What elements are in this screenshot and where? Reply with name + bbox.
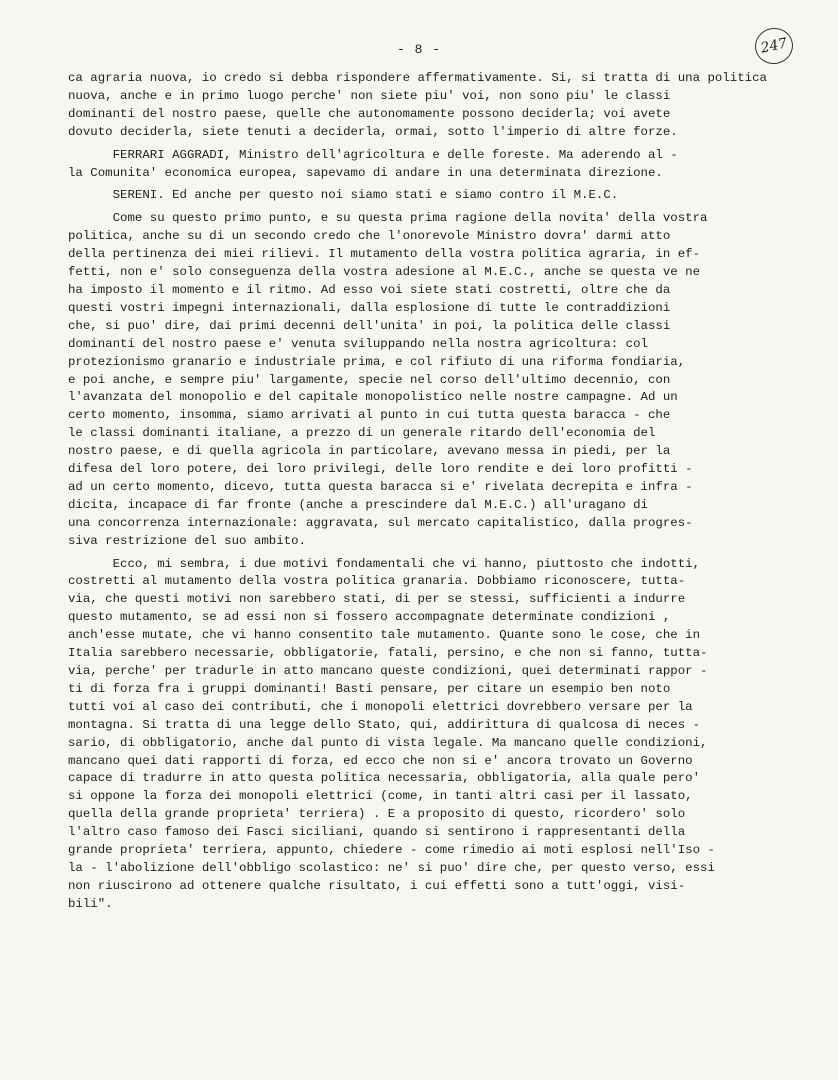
text-line: della pertinenza dei miei rilievi. Il mutamento della vostra politica agraria, in ef- <box>68 247 701 262</box>
text-line: grande proprieta' terriera, appunto, chiedere - come rimedio ai moti esplosi nell'Iso - <box>68 843 715 858</box>
text-line: l'avanzata del monopolio e del capitale monopolistico nelle nostre campagne. Ad un <box>68 390 678 405</box>
text-line: protezionismo granario e industriale prima, e col rifiuto di una riforma fondiaria, <box>68 354 686 369</box>
page-number: - 8 - <box>396 42 441 57</box>
text-line: che, si puo' dire, dai primi decenni dell'unita' in poi, la politica delle classi <box>68 318 671 333</box>
text-line: questi vostri impegni internazionali, dalla esplosione di tutte le contraddizioni <box>68 300 671 315</box>
text-line: anch'esse mutate, che vi hanno consentito tale mutamento. Quante sono le cose, che in <box>68 628 701 643</box>
text-line: nuova, anche e in primo luogo perche' non siete piu' voi, non sono piu' le classi <box>68 88 671 103</box>
text-line: ca agraria nuova, io credo si debba rispondere affermativamente. Si, si tratta di una politica <box>68 71 767 85</box>
body-text <box>68 70 783 914</box>
text-line: Italia sarebbero necessarie, obbligatorie, fatali, persino, e che non si fanno, tutta- <box>68 646 708 661</box>
text-line: ti di forza fra i gruppi dominanti! Basti pensare, per citare un esempio ben noto <box>68 681 671 696</box>
text-line: questo mutamento, se ad essi non si fossero accompagnate determinate condizioni , <box>68 610 671 625</box>
text-line: difesa del loro potere, dei loro privilegi, delle loro rendite e dei loro profitti - <box>68 462 693 477</box>
text-line: politica, anche su di un secondo credo che l'onorevole Ministro dovra' darmi atto <box>68 229 671 244</box>
text-line: montagna. Si tratta di una legge dello Stato, qui, addirittura di qualcosa di neces - <box>68 717 701 732</box>
text-line: tutti voi al caso dei contributi, che i monopoli elettrici dovrebbero versare per la <box>68 699 693 714</box>
archive-stamp <box>752 24 797 67</box>
text-line: dominanti del nostro paese e' venuta sviluppando nella nostra agricoltura: col <box>68 336 648 351</box>
text-line: nostro paese, e di quella agricola in particolare, avevano messa in piedi, per la <box>68 444 671 459</box>
text-line: si oppone la forza dei monopoli elettrici (come, in tanti altri casi per il lassato, <box>68 789 693 804</box>
paragraph-3 <box>68 187 783 205</box>
text-line: via, perche' per tradurle in atto mancano queste condizioni, quei determinati rappor - <box>68 664 708 678</box>
archive-stamp-number: 247 <box>759 35 789 57</box>
text-line: via, che questi motivi non sarebbero stati, di per se stessi, sufficienti a indurre <box>68 592 686 607</box>
text-line: dicita, incapace di far fronte (anche a prescindere dal M.E.C.) all'uragano di <box>68 497 648 512</box>
text-line: dovuto deciderla, siete tenuti a deciderla, ormai, sotto l'imperio di altre forze. <box>68 124 678 139</box>
text-line: SERENI. Ed anche per questo noi siamo stati e siamo contro il M.E.C. <box>68 188 619 203</box>
text-line: costretti al mutamento della vostra politica granaria. Dobbiamo riconoscere, tutta- <box>68 574 686 589</box>
text-line: bili". <box>68 896 113 911</box>
text-line: fetti, non e' solo conseguenza della vostra adesione al M.E.C., anche se questa ve ne <box>68 265 701 280</box>
paragraph-4 <box>68 210 783 550</box>
text-line: la - l'abolizione dell'obbligo scolastico: ne' si puo' dire che, per questo verso, essi <box>68 860 715 875</box>
text-line: l'altro caso famoso dei Fasci siciliani, quando si sentirono i rappresentanti della <box>68 825 686 840</box>
paragraph-2 <box>68 147 783 183</box>
text-line: sario, di obbligatorio, anche dal punto di vista legale. Ma mancano quelle condizioni, <box>68 735 708 750</box>
text-line: certo momento, insomma, siamo arrivati al punto in cui tutta questa baracca - che <box>68 408 671 423</box>
paragraph-5 <box>68 556 783 914</box>
text-line: quella della grande proprieta' terriera) . E a proposito di questo, ricordero' solo <box>68 807 686 822</box>
text-line: ha imposto il momento e il ritmo. Ad esso voi siete stati costretti, oltre che da <box>68 282 671 297</box>
text-line: mancano quei dati rapporti di forza, ed ecco che non si e' ancora trovato un Governo <box>68 753 693 768</box>
text-line: siva restrizione del suo ambito. <box>68 533 306 548</box>
text-line: la Comunita' economica europea, sapevamo di andare in una determinata direzione. <box>68 165 663 180</box>
text-line: dominanti del nostro paese, quelle che autonomamente possono deciderla; voi avete <box>68 106 671 121</box>
text-line: capace di tradurre in atto questa politica necessaria, obbligatoria, alla quale pero' <box>68 771 701 786</box>
text-line: ad un certo momento, dicevo, tutta questa baracca si e' rivelata decrepita e infra - <box>68 479 693 494</box>
text-line: Ecco, mi sembra, i due motivi fondamentali che vi hanno, piuttosto che indotti, <box>68 556 701 571</box>
text-line: e poi anche, e sempre piu' largamente, specie nel corso dell'ultimo decennio, con <box>68 372 671 387</box>
text-line: Come su questo primo punto, e su questa prima ragione della novita' della vostra <box>68 211 708 226</box>
text-line: una concorrenza internazionale: aggravata, sul mercato capitalistico, dalla progres- <box>68 515 693 530</box>
paragraph-1 <box>68 70 783 142</box>
text-line: non riuscirono ad ottenere qualche risultato, i cui effetti sono a tutt'oggi, visi- <box>68 878 686 893</box>
text-line: FERRARI AGGRADI, Ministro dell'agricoltura e delle foreste. Ma aderendo al - <box>68 147 678 162</box>
text-line: le classi dominanti italiane, a prezzo di un generale ritardo dell'economia del <box>68 426 656 441</box>
